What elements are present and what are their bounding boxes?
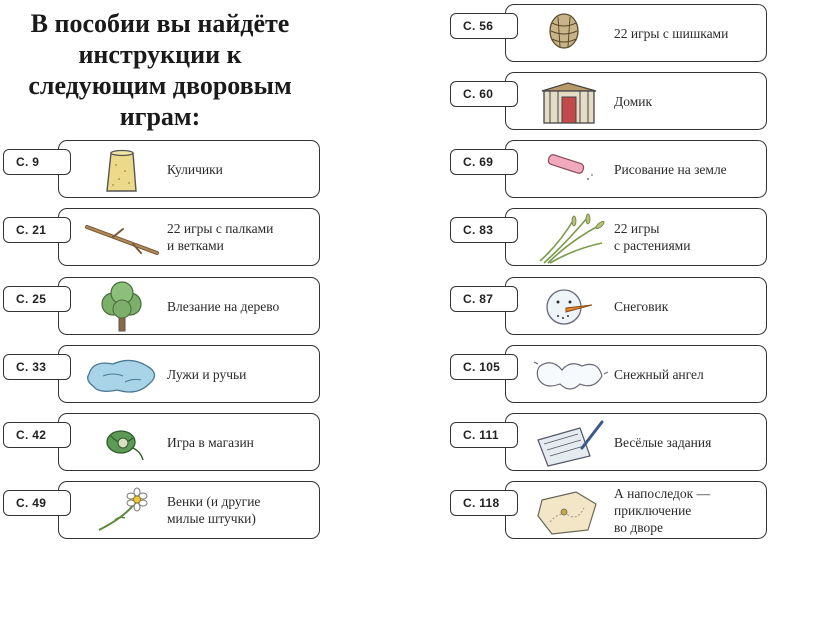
entry-card — [16, 140, 320, 198]
sand-mold-icon — [83, 145, 161, 195]
page-number-tab: С. 49 — [3, 490, 71, 516]
entry-label: Влезание на дерево — [167, 298, 280, 314]
page-number-tab: С. 9 — [3, 149, 71, 175]
entry-card — [16, 413, 320, 471]
entry-label: Рисование на земле — [614, 161, 727, 177]
entry-label: Венки (и другие милые штучки) — [167, 494, 261, 526]
entry-label: Лужи и ручьи — [167, 366, 247, 382]
stick-icon — [83, 213, 161, 263]
entry-card — [16, 481, 320, 539]
page-number-tab: С. 87 — [450, 286, 518, 312]
page-number-tab: С. 111 — [450, 422, 518, 448]
entry-label: 22 игры с растениями — [614, 221, 691, 253]
page-number-tab: С. 42 — [3, 422, 71, 448]
entry-label: Снеговик — [614, 298, 669, 314]
entry-label: 22 игры с палками и ветками — [167, 221, 274, 253]
page-number-tab: С. 25 — [3, 286, 71, 312]
entry-label: А напоследок — приключение во дворе — [614, 485, 711, 535]
snow-angel-icon — [530, 350, 608, 400]
page-number-tab: С. 33 — [3, 354, 71, 380]
entry-label: Игра в магазин — [167, 434, 254, 450]
leaf-parcel-icon — [83, 418, 161, 468]
entry-card — [16, 345, 320, 403]
page-number-tab: С. 56 — [450, 13, 518, 39]
page-number-tab: С. 60 — [450, 81, 518, 107]
map-icon — [530, 486, 608, 536]
entry-card — [463, 72, 767, 130]
grass-stalks-icon — [530, 213, 608, 263]
page-number-tab: С. 69 — [450, 149, 518, 175]
entry-card — [463, 481, 767, 539]
snowman-icon — [530, 282, 608, 332]
entry-label: Куличики — [167, 161, 223, 177]
puddle-icon — [83, 350, 161, 400]
entry-card — [463, 277, 767, 335]
entry-card — [463, 345, 767, 403]
entry-label: 22 игры с шишками — [614, 25, 729, 41]
entry-card — [463, 413, 767, 471]
entry-card — [16, 208, 320, 266]
page-number-tab: С. 83 — [450, 217, 518, 243]
entry-label: Весёлые задания — [614, 434, 712, 450]
tree-icon — [83, 282, 161, 332]
daisy-icon — [83, 486, 161, 536]
entry-card — [463, 4, 767, 62]
task-sheet-icon — [530, 418, 608, 468]
page-heading: В пособии вы найдёте инструкции к следующим дворовым играм: — [28, 9, 292, 131]
pine-cone-icon — [530, 9, 608, 59]
hut-icon — [530, 77, 608, 127]
page-number-tab: С. 21 — [3, 217, 71, 243]
entry-card — [463, 208, 767, 266]
entry-card — [16, 277, 320, 335]
page-number-tab: С. 105 — [450, 354, 518, 380]
entry-label: Домик — [614, 93, 653, 109]
chalk-icon — [530, 145, 608, 195]
entry-card — [463, 140, 767, 198]
entry-label: Снежный ангел — [614, 366, 704, 382]
page-number-tab: С. 118 — [450, 490, 518, 516]
